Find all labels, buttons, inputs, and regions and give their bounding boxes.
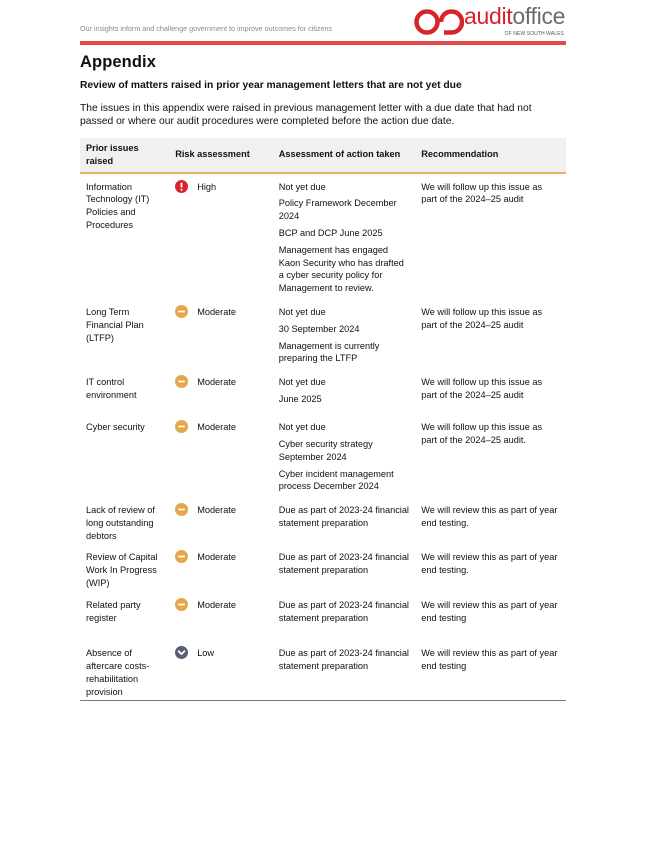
table-row — [80, 173, 566, 299]
logo-word-audit: audit — [464, 3, 513, 29]
assessment-line: Cyber incident management process December 2024 — [278, 468, 394, 492]
assessment-line: Cyber security strategy September 2024 — [278, 438, 373, 462]
assessment-line: Due as part of 2023-24 financial statement preparation — [278, 600, 409, 623]
risk-label: Moderate — [197, 306, 237, 317]
recommendation-cell: We will follow up this issue as part of the 2024–25 audit — [421, 181, 543, 205]
table-row — [80, 369, 566, 414]
risk-label: Moderate — [197, 600, 237, 611]
minus-icon — [175, 305, 188, 318]
header-rule — [80, 41, 566, 45]
risk-label: Moderate — [197, 377, 237, 388]
logo-wordmark — [464, 4, 565, 28]
assessment-line: 30 September 2024 — [278, 323, 360, 334]
chevron-down-icon — [175, 646, 188, 659]
prior-issue-cell: Review of Capital Work In Progress (WIP) — [86, 552, 158, 588]
assessment-cell — [273, 497, 416, 544]
assessment-line: Not yet due — [278, 377, 326, 388]
risk-cell — [169, 640, 273, 701]
risk-cell — [169, 592, 273, 640]
prior-issue-cell: Related party register — [86, 600, 141, 623]
recommendation-cell: We will follow up this issue as part of the 2024–25 audit. — [421, 422, 543, 445]
assessment-cell — [273, 592, 416, 640]
recommendation-cell: We will review this as part of year end testing. — [421, 505, 558, 528]
tagline: Our insights inform and challenge government to improve outcomes for citizens — [80, 24, 333, 33]
page-header — [80, 0, 566, 46]
recommendation-cell: We will review this as part of year end testing — [421, 600, 558, 623]
table-row — [80, 592, 566, 640]
assessment-cell — [273, 414, 416, 497]
intro-paragraph: The issues in this appendix were raised in previous management letter with a due date that had not passed or where our audit procedures were completed before the action due date. — [80, 103, 532, 127]
prior-issue-cell: IT control environment — [86, 377, 137, 400]
risk-cell — [169, 544, 273, 592]
risk-cell — [169, 414, 273, 497]
assessment-line: BCP and DCP June 2025 — [278, 227, 383, 238]
minus-icon — [175, 375, 188, 388]
assessment-line: Due as part of 2023-24 financial statement preparation — [278, 552, 409, 575]
assessment-line: Due as part of 2023-24 financial statement preparation — [278, 505, 409, 528]
assessment-line: Not yet due — [278, 422, 326, 433]
minus-icon — [175, 420, 188, 433]
issues-table — [80, 138, 566, 701]
assessment-cell — [273, 369, 416, 414]
assessment-line: Not yet due — [278, 181, 326, 192]
page-title: Appendix — [80, 53, 156, 71]
assessment-cell — [273, 640, 416, 701]
table-row — [80, 640, 566, 701]
assessment-line: Not yet due — [278, 306, 326, 317]
header-risk-assessment: Risk assessment — [169, 138, 273, 173]
prior-issue-cell: Absence of aftercare costs- rehabilitation provision — [80, 640, 169, 701]
page-subtitle: Review of matters raised in prior year management letters that are not yet due — [80, 80, 462, 91]
risk-cell — [169, 369, 273, 414]
assessment-line: Policy Framework December 2024 — [278, 198, 397, 222]
risk-cell — [169, 497, 273, 544]
logo-word-office: office — [512, 3, 566, 29]
prior-issue-cell: Information Technology (IT) Policies and Procedures — [86, 181, 150, 230]
minus-icon — [175, 550, 188, 563]
assessment-line: Management is currently preparing the LTFP — [278, 340, 380, 364]
minus-icon — [175, 598, 188, 611]
header-prior-issues: Prior issues raised — [80, 138, 169, 173]
minus-icon — [175, 503, 188, 516]
prior-issue-cell: Long Term Financial Plan (LTFP) — [86, 306, 144, 343]
prior-issue-cell: Lack of review of long outstanding debtors — [86, 505, 155, 541]
table-row — [80, 299, 566, 369]
assessment-cell — [273, 299, 416, 369]
logo-mark-icon — [414, 7, 464, 37]
assessment-cell — [273, 544, 416, 592]
risk-label: High — [197, 181, 217, 192]
table-row — [80, 544, 566, 592]
recommendation-cell: We will review this as part of year end testing. — [421, 552, 558, 575]
assessment-cell — [273, 173, 416, 299]
risk-label: Moderate — [197, 505, 237, 516]
assessment-line: June 2025 — [278, 393, 322, 404]
risk-label: Low — [197, 648, 215, 659]
table-row — [80, 497, 566, 544]
recommendation-cell: We will review this as part of year end testing — [415, 640, 566, 701]
recommendation-cell: We will follow up this issue as part of the 2024–25 audit — [421, 306, 543, 330]
table-row — [80, 414, 566, 497]
exclamation-icon — [175, 180, 188, 193]
risk-cell — [169, 299, 273, 369]
header-assessment: Assessment of action taken — [273, 138, 416, 173]
logo-subtitle: OF NEW SOUTH WALES — [504, 31, 564, 37]
risk-label: Moderate — [197, 422, 237, 433]
prior-issue-cell: Cyber security — [86, 422, 145, 433]
risk-label: Moderate — [197, 552, 237, 563]
header-recommendation: Recommendation — [415, 138, 566, 173]
assessment-line: Due as part of 2023-24 financial statement preparation — [278, 648, 409, 671]
audit-office-logo — [414, 5, 566, 39]
table-header-row — [80, 138, 566, 173]
assessment-line: Management has engaged Kaon Security who has drafted a cyber security policy for Management to review. — [278, 244, 404, 294]
risk-cell — [169, 173, 273, 299]
recommendation-cell: We will follow up this issue as part of the 2024–25 audit — [421, 377, 543, 400]
